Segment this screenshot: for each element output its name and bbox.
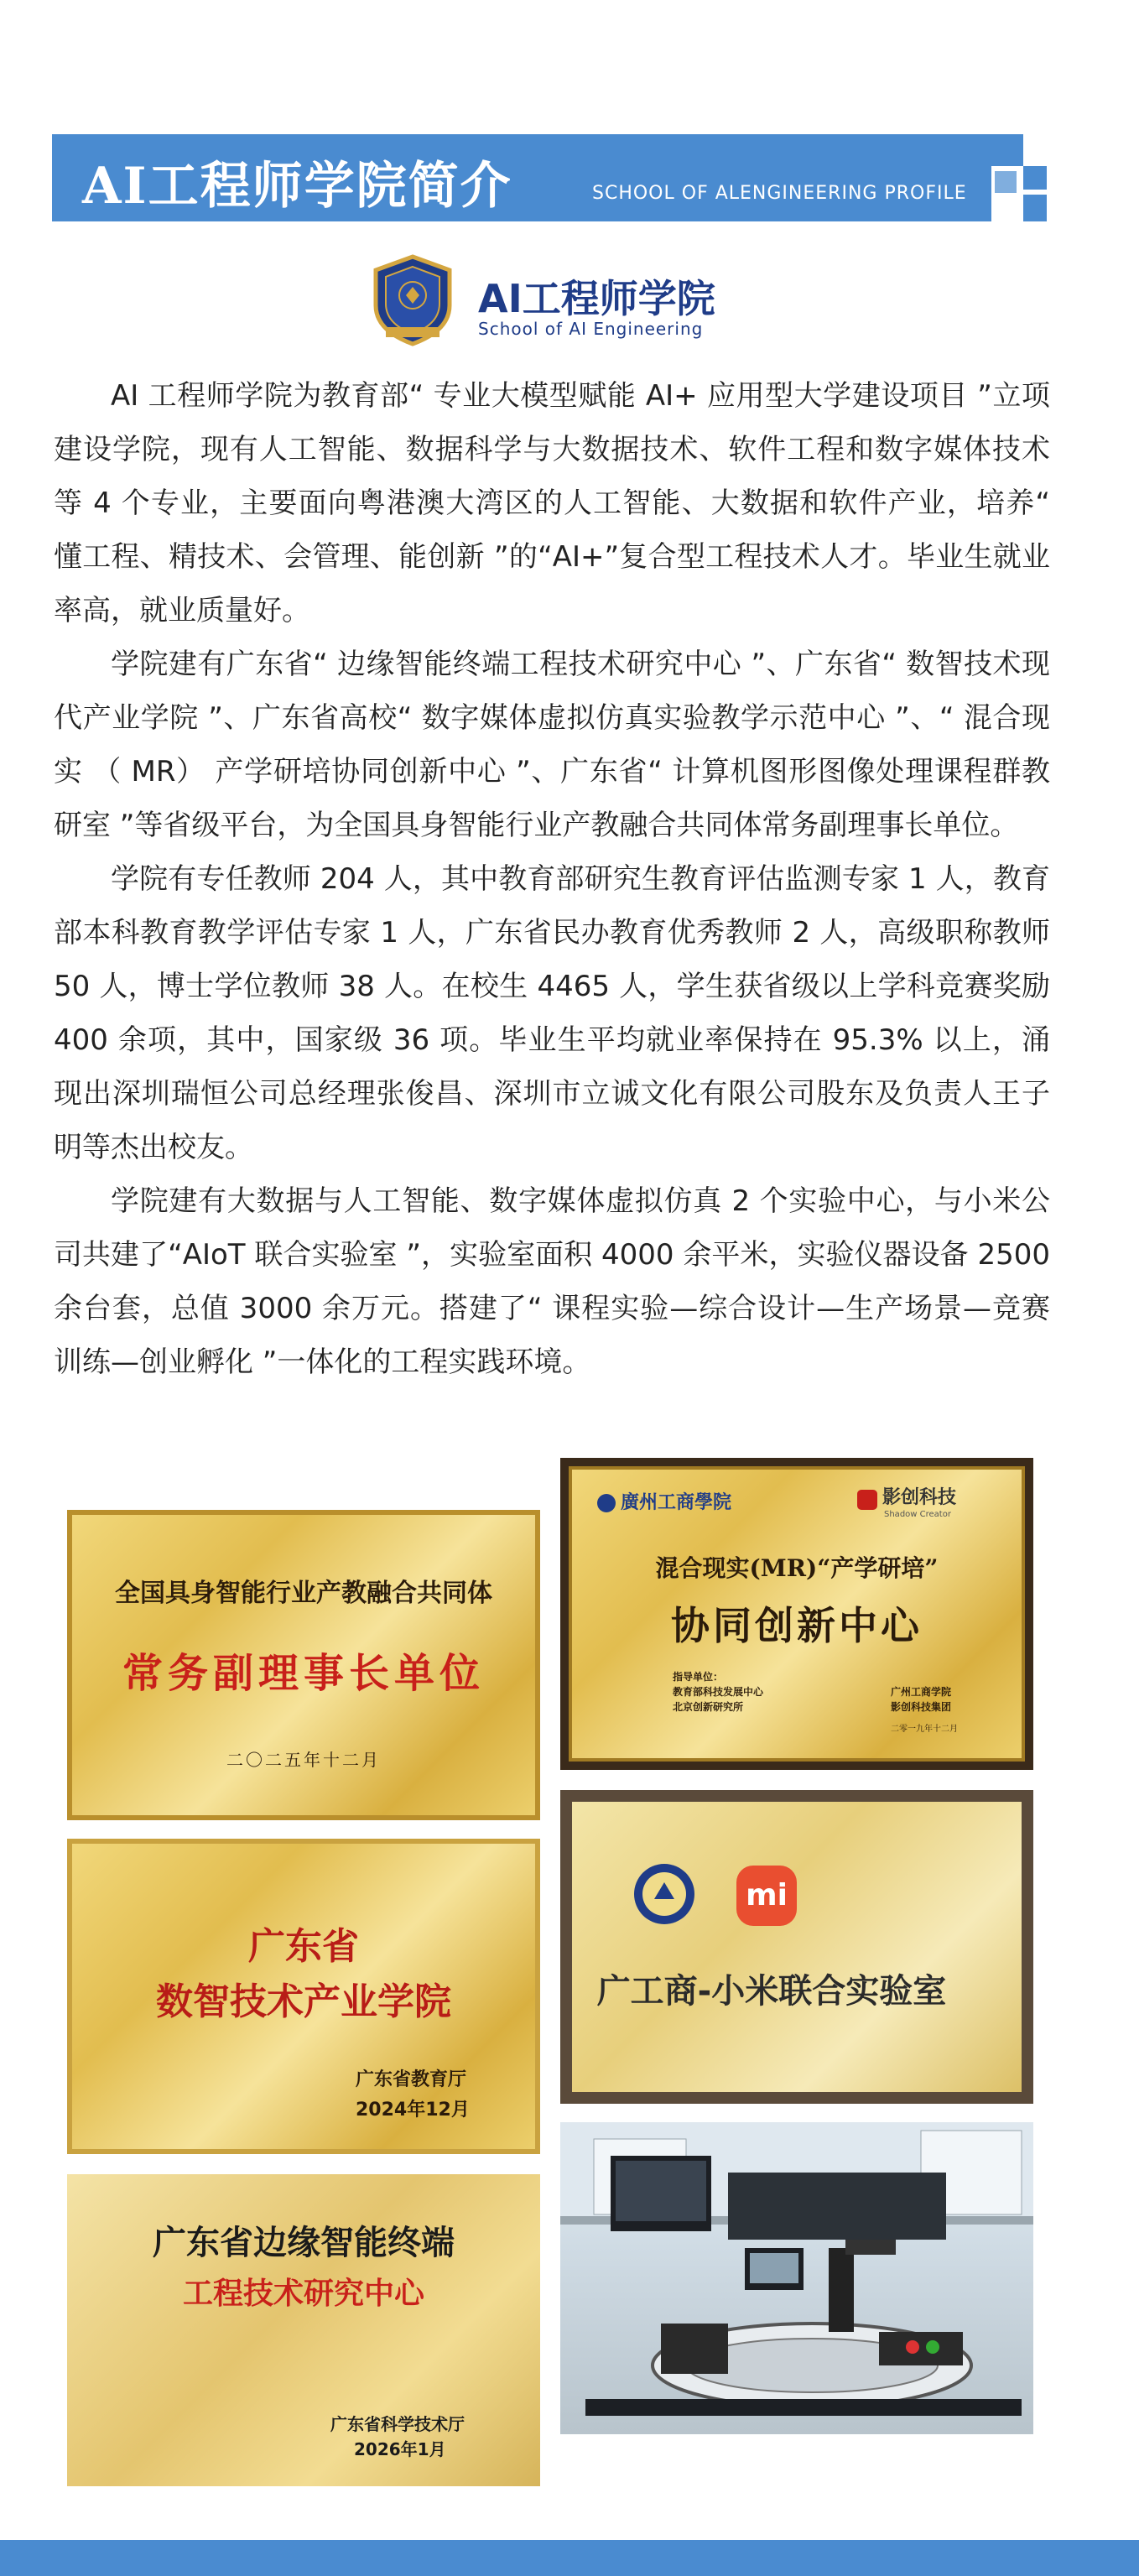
plaque-photo-council [67,1510,540,1820]
plaque-line: 工程技术研究中心 [182,2276,424,2311]
lab-equipment-photo [560,2122,1033,2434]
school-emblem-icon [597,1494,616,1512]
intro-text [54,369,1050,1389]
paragraph: 学院有专任教师 204 人，其中教育部研究生教育评估监测专家 1 人，教育部本科教育教学评估专家 1 人，广东省民办教育优秀教师 2 人，高级职称教师 50 人，博士学位教师 38 人。在校生 4465 人，学生获省级以上学科竞赛奖励 400 余项，其中，国家级 36 项。毕业生平均就业率保持在 95.3% 以上，涌现出深圳瑞恒公司总经理张俊昌、深圳市立诚文化有限公司股东及负责人王子明等杰出校友。 [54,862,1050,1164]
issuer: 广东省科学技术厅 [330,2414,465,2434]
school-logo [369,252,755,352]
plaque-line: 混合现实(MR)“产学研培” [655,1554,939,1582]
plaque-line: 全国具身智能行业产教融合共同体 [115,1579,492,1608]
org-right: 影创科技 Shadow Creator [857,1483,956,1519]
robot-workstation-image [560,2122,1033,2434]
plaque-line: 广东省边缘智能终端 [153,2224,455,2262]
page-subtitle: SCHOOL OF ALENGINEERING PROFILE [592,183,967,204]
footer-bar [0,2540,1139,2576]
issuer: 广东省教育厅 [356,2069,467,2090]
paragraph: AI 工程师学院为教育部“ 专业大模型赋能 AI+ 应用型大学建设项目 ”立项建设学院，现有人工智能、数据科学与大数据技术、软件工程和数字媒体技术等 4 个专业，主要面向粤港澳大湾区的人工智能、大数据和软件产业，培养“ 懂工程、精技术、会管理、能创新 ”的“AI+”复合型工程技术人才。毕业生就业率高，就业质量好。 [54,379,1050,627]
header-banner [52,134,991,221]
school-badge-icon [369,253,456,347]
plaque-line: 常务副理事长单位 [122,1650,485,1697]
logo-english: School of AI Engineering [478,319,704,339]
shadow-creator-icon [857,1490,877,1510]
plaque-date: 二零一九年十二月 [891,1725,958,1734]
plaque-photo-xiaomi-lab [560,1790,1033,2104]
plaque-photo-edge-center [67,2174,540,2486]
guide-label: 指导单位： [673,1671,724,1683]
plaque-line: 广东省 [248,1925,359,1968]
corner-decoration [991,134,1023,166]
org-left: 廣州工商學院 [597,1488,731,1514]
plaque-photo-industry-college [67,1839,540,2154]
corner-decoration [1023,166,1047,190]
paragraph: 学院建有广东省“ 边缘智能终端工程技术研究中心 ”、广东省“ 数智技术现代产业学院 ”、广东省高校“ 数字媒体虚拟仿真实验教学示范中心 ”、“ 混合现实 （ MR） 产学研培协同创新中心 ”、广东省“ 计算机图形图像处理课程群教研室 ”等省级平台，为全国具身智能行业产教融合共同体常务副理事长单位。 [54,648,1050,842]
plaque-photo-mr-center [560,1458,1033,1770]
plaque-line: 广工商-小米联合实验室 [596,1972,947,2011]
guide-org: 教育部科技发展中心 [673,1686,764,1698]
issuer: 影创科技集团 [891,1701,952,1713]
guide-org: 北京创新研究所 [673,1701,744,1713]
corner-decoration [1023,195,1047,221]
issuer: 广州工商学院 [891,1686,952,1698]
page-title: AI工程师学院简介 [82,157,512,216]
logo-title: AI工程师学院 [478,276,715,321]
xiaomi-logo-icon: mi [736,1866,797,1926]
paragraph: 学院建有大数据与人工智能、数字媒体虚拟仿真 2 个实验中心，与小米公司共建了“AIoT 联合实验室 ”，实验室面积 4000 余平米，实验仪器设备 2500 余台套，总值 3000 余万元。搭建了“ 课程实验—综合设计—生产场景—竞赛训练—创业孵化 ”一体化的工程实践环境。 [54,1184,1050,1379]
plaque-date: 二〇二五年十二月 [226,1750,381,1770]
plaque-date: 2026年1月 [354,2439,446,2459]
plaque-line: 协同创新中心 [671,1603,923,1648]
plaque-line: 数智技术产业学院 [156,1980,451,2023]
corner-decoration [995,171,1017,193]
plaque-date: 2024年12月 [356,2100,470,2121]
school-emblem-icon [631,1860,698,1928]
